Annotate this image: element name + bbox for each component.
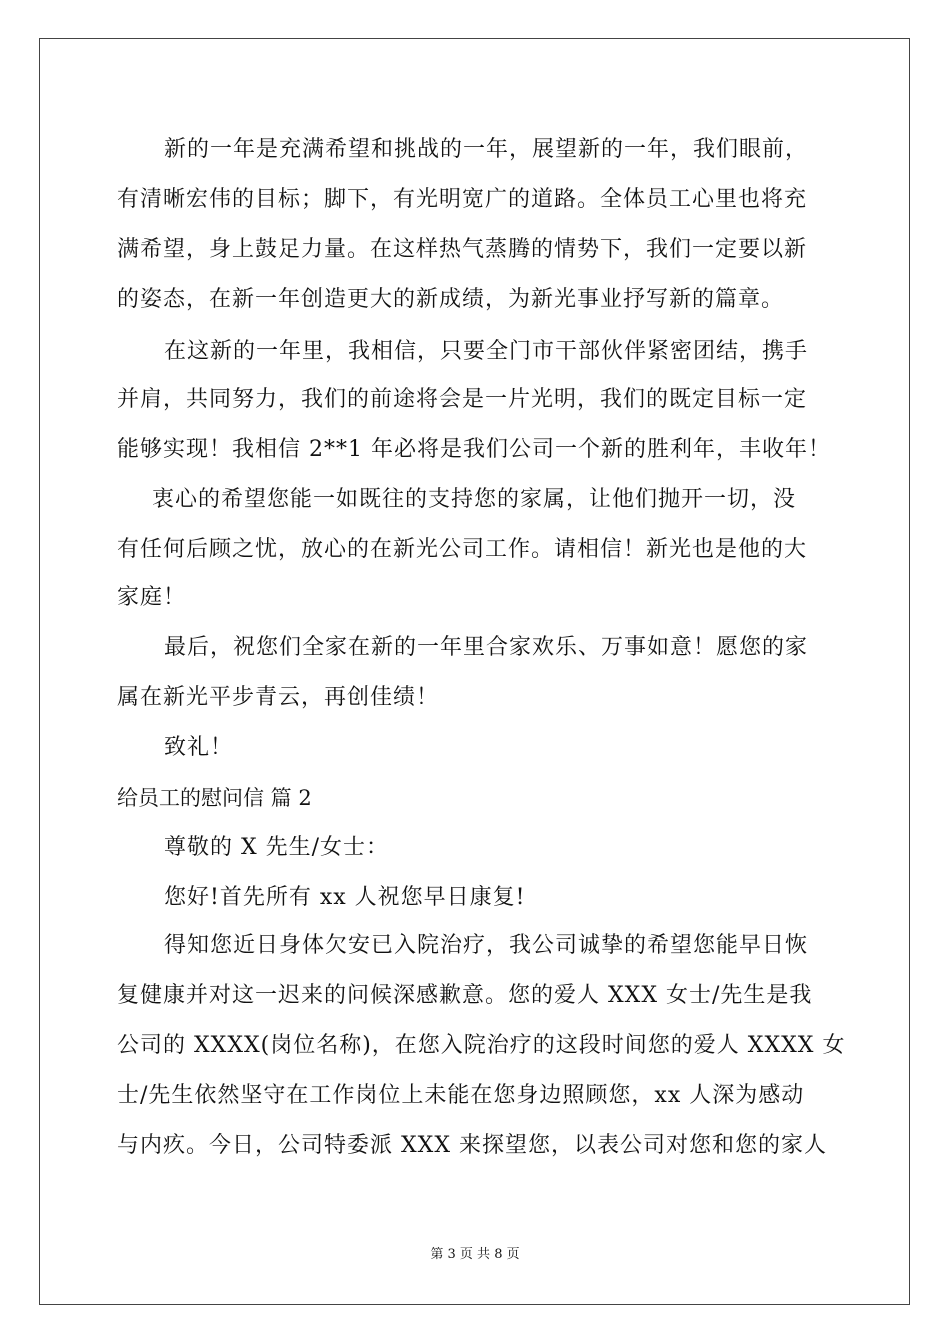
paragraph-line: 属在新光平步青云，再创佳绩！: [117, 685, 440, 710]
paragraph-line: 并肩，共同努力，我们的前途将会是一片光明，我们的既定目标一定: [117, 387, 808, 412]
paragraph-line: 的姿态，在新一年创造更大的新成绩，为新光事业抒写新的篇章。: [117, 287, 785, 312]
page-border: [39, 38, 910, 1305]
paragraph-line: 士/先生依然坚守在工作岗位上未能在您身边照顾您，xx 人深为感动: [117, 1083, 805, 1108]
paragraph-line: 有任何后顾之忧，放心的在新光公司工作。请相信！新光也是他的大: [117, 537, 808, 562]
page-number-footer: 第 3 页 共 8 页: [430, 1247, 520, 1262]
paragraph-line: 衷心的希望您能一如既往的支持您的家属，让他们抛开一切，没: [152, 487, 797, 512]
section-heading: 给员工的慰问信 篇 2: [117, 786, 312, 810]
paragraph-line: 在这新的一年里，我相信，只要全门市干部伙伴紧密团结，携手: [164, 339, 809, 364]
paragraph-line: 有清晰宏伟的目标；脚下，有光明宽广的道路。全体员工心里也将充: [117, 187, 808, 212]
paragraph-line: 满希望，身上鼓足力量。在这样热气蒸腾的情势下，我们一定要以新: [117, 237, 808, 262]
paragraph-line: 得知您近日身体欠安已入院治疗，我公司诚挚的希望您能早日恢: [164, 933, 809, 958]
paragraph-line: 公司的 XXXX(岗位名称)，在您入院治疗的这段时间您的爱人 XXXX 女: [117, 1033, 846, 1058]
closing-salutation: 致礼！: [164, 735, 234, 760]
paragraph-line: 新的一年是充满希望和挑战的一年，展望新的一年，我们眼前，: [164, 137, 809, 162]
paragraph-line: 复健康并对这一迟来的问候深感歉意。您的爱人 XXX 女士/先生是我: [117, 983, 813, 1008]
paragraph-line: 能够实现！我相信 2**1 年必将是我们公司一个新的胜利年，丰收年！: [117, 437, 831, 462]
paragraph-line: 家庭！: [117, 585, 187, 610]
greeting-line: 尊敬的 X 先生/女士：: [164, 835, 390, 860]
paragraph-line: 您好!首先所有 xx 人祝您早日康复!: [164, 885, 526, 910]
paragraph-line: 最后，祝您们全家在新的一年里合家欢乐、万事如意！愿您的家: [164, 635, 809, 660]
paragraph-line: 与内疚。今日，公司特委派 XXX 来探望您，以表公司对您和您的家人: [117, 1133, 827, 1158]
